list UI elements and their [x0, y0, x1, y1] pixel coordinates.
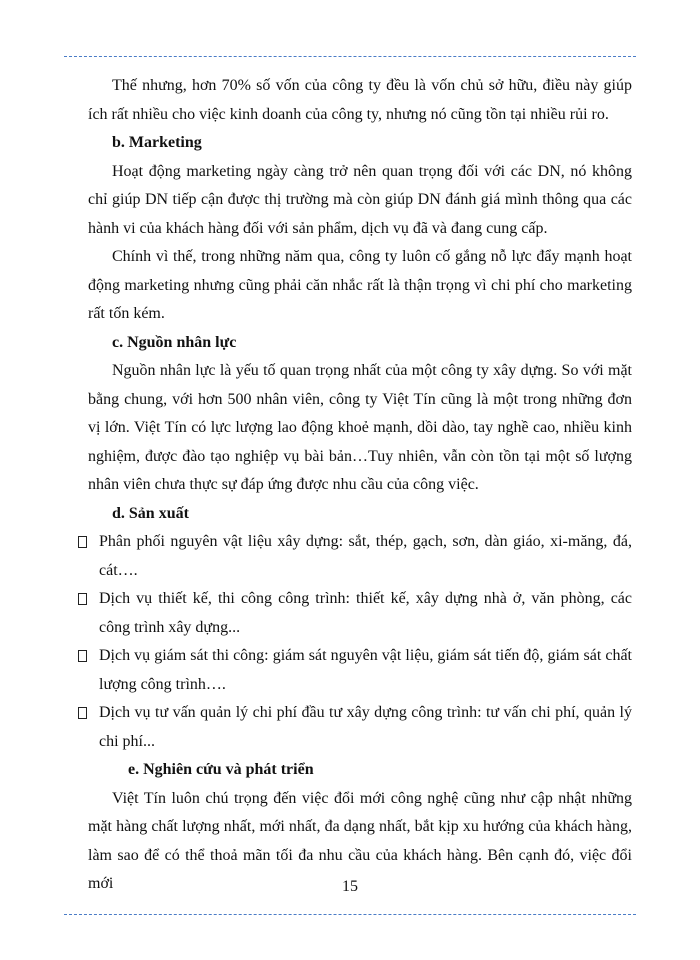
paragraph: Nguồn nhân lực là yếu tố quan trọng nhất của một công ty xây dựng. So với mặt bằng chung, với hơn 500 nhân viên, công ty Việt Tín cũng là một trong những đơn vị lớn. Việt Tín có lực lượng lao động khoẻ mạnh, dồi dào, tay nghề cao, nhiều kinh nghiệm, được đào tạo nghiệp vụ bài bản…Tuy nhiên, vẫn còn tồn tại một số lượng nhân viên chưa thực sự đáp ứng được nhu cầu của công việc.: [88, 362, 632, 493]
list-item-text: Dịch vụ giám sát thi công: giám sát nguyên vật liệu, giám sát tiến độ, giám sát chất lượng công trình….: [99, 647, 632, 693]
section-heading: e. Nghiên cứu và phát triển: [128, 761, 314, 778]
paragraph: Việt Tín luôn chú trọng đến việc đổi mới công nghệ cũng như cập nhật những mặt hàng chất lượng nhất, mới nhất, đa dạng nhất, bắt kịp xu hướng của khách hàng, làm sao để có thể thoả mãn tối đa nhu cầu của khách hàng. Bên cạnh đó, việc đổi mới: [88, 789, 632, 892]
section-heading: b. Marketing: [112, 134, 202, 151]
paragraph: Chính vì thế, trong những năm qua, công ty luôn cố gắng nỗ lực đẩy mạnh hoạt động marketing nhưng cũng phải căn nhắc rất là thận trọng vì chi phí cho marketing rất tốn kém.: [88, 248, 632, 322]
checkbox-bullet-icon: [78, 707, 87, 719]
list-item: [88, 528, 632, 585]
header-divider: [64, 56, 636, 57]
section-heading: d. Sản xuất: [112, 504, 189, 522]
checkbox-bullet-icon: [78, 650, 87, 662]
paragraph: Thế nhưng, hơn 70% số vốn của công ty đều là vốn chủ sở hữu, điều này giúp ích rất nhiều cho việc kinh doanh của công ty, nhưng nó cũng tồn tại nhiều rủi ro.: [88, 77, 632, 123]
checkbox-bullet-icon: [78, 593, 87, 605]
page-body: [88, 72, 632, 899]
section-heading: c. Nguồn nhân lực: [112, 333, 237, 351]
list-item: [88, 699, 632, 756]
list-item-text: Dịch vụ tư vấn quản lý chi phí đầu tư xây dựng công trình: tư vấn chi phí, quản lý chi phí...: [99, 704, 632, 750]
list-item-text: Dịch vụ thiết kế, thi công công trình: thiết kế, xây dựng nhà ở, văn phòng, các công trình xây dựng...: [99, 590, 632, 636]
page-number: 15: [342, 878, 358, 895]
list-item: [88, 642, 632, 699]
list-item: [88, 585, 632, 642]
footer-divider: [64, 914, 636, 915]
checkbox-bullet-icon: [78, 536, 87, 548]
list-item-text: Phân phối nguyên vật liệu xây dựng: sắt, thép, gạch, sơn, dàn giáo, xi-măng, đá, cát….: [99, 533, 632, 579]
paragraph: Hoạt động marketing ngày càng trở nên quan trọng đối với các DN, nó không chỉ giúp DN tiếp cận được thị trường mà còn giúp DN đánh giá mình thông qua các hành vi của khách hàng đối với sản phẩm, dịch vụ đã và đang cung cấp.: [88, 162, 632, 237]
